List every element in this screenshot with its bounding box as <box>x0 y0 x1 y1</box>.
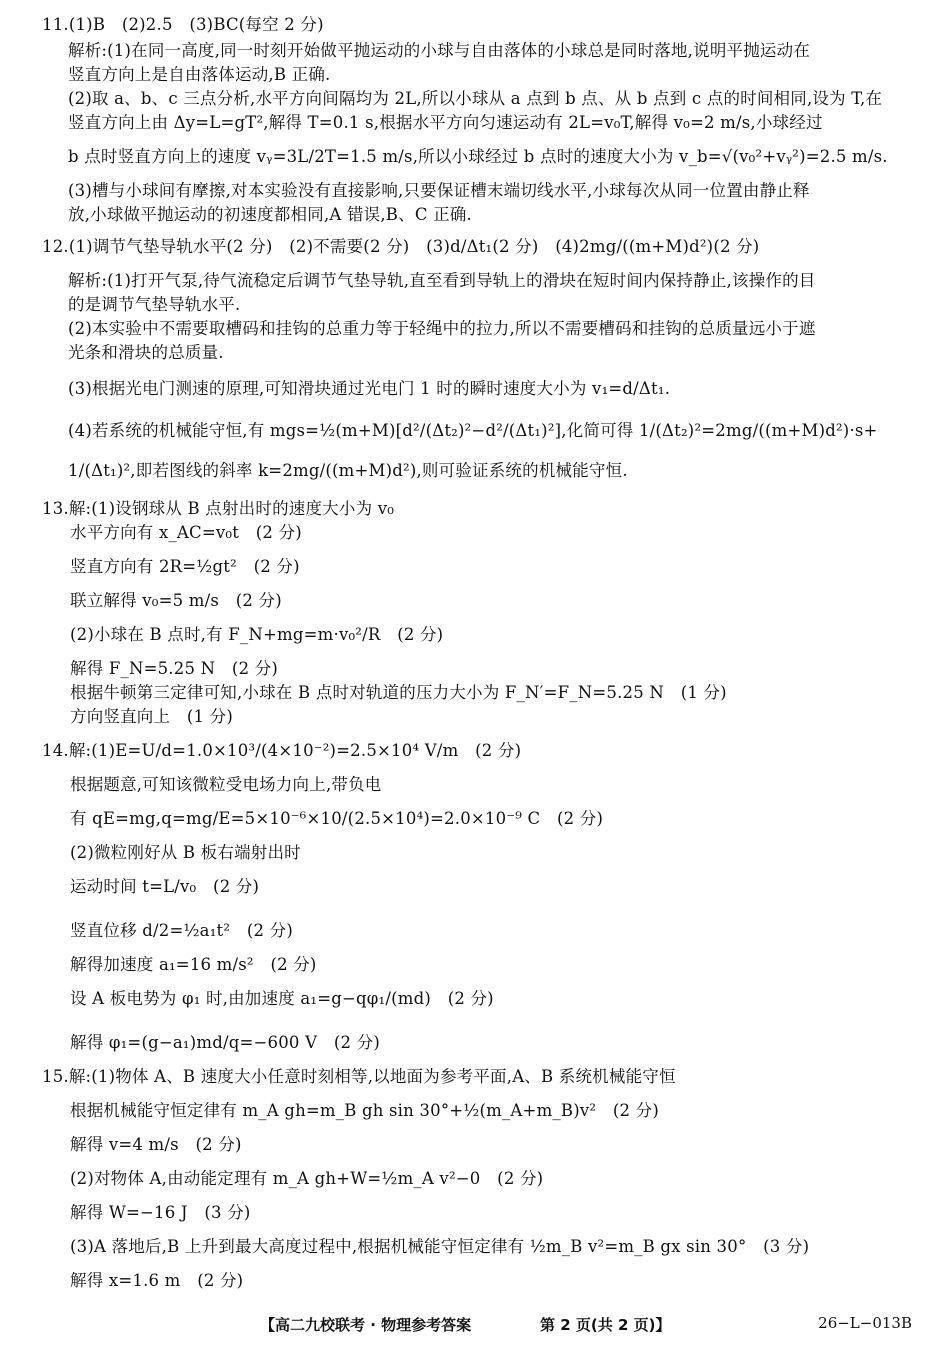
q15-step-1: 根据机械能守恒定律有 m_A gh=m_B gh sin 30°+½(m_A+m_B)v² (2 分) <box>70 1101 659 1120</box>
q15-step-4: 解得 W=−16 J (3 分) <box>70 1203 251 1222</box>
q13-step-6: 根据牛顿第三定律可知,小球在 B 点时对轨道的压力大小为 F_N′=F_N=5.25 N (1 分) <box>70 683 727 702</box>
footer-title: 【高二九校联考 · 物理参考答案 <box>260 1316 472 1334</box>
q15-step-5: (3)A 落地后,B 上升到最大高度过程中,根据机械能守恒定律有 ½m_B v²=m_B gx sin 30° (3 分) <box>70 1237 810 1256</box>
q14-step-4: 运动时间 t=L/v₀ (2 分) <box>70 877 260 896</box>
q14-step-5: 竖直位移 d/2=½a₁t² (2 分) <box>70 921 293 940</box>
q11-answer-line: 11.(1)B (2)2.5 (3)BC(每空 2 分) <box>42 15 324 34</box>
q13-step-7: 方向竖直向上 (1 分) <box>70 707 234 726</box>
q12-analysis-line-3: (2)本实验中不需要取槽码和挂钩的总重力等于轻绳中的拉力,所以不需要槽码和挂钩的总质量远小于遮 <box>68 319 816 338</box>
q12-analysis-line-6: (4)若系统的机械能守恒,有 mgs=½(m+M)[d²/(Δt₂)²−d²/(Δt₁)²],化简可得 1/(Δt₂)²=2mg/((m+M)d²)·s+ <box>68 421 878 440</box>
q13-step-3: 联立解得 v₀=5 m/s (2 分) <box>70 591 282 610</box>
q11-analysis-line-7: 放,小球做平抛运动的初速度都相同,A 错误,B、C 正确. <box>68 205 472 224</box>
q12-analysis-line-1: 解析:(1)打开气泵,待气流稳定后调节气垫导轨,直至看到导轨上的滑块在短时间内保持静止,该操作的目 <box>68 271 816 290</box>
q12-answer-line: 12.(1)调节气垫导轨水平(2 分) (2)不需要(2 分) (3)d/Δt₁(2 分) (4)2mg/((m+M)d²)(2 分) <box>42 237 760 256</box>
q11-analysis-line-6: (3)槽与小球间有摩擦,对本实验没有直接影响,只要保证槽末端切线水平,小球每次从同一位置由静止释 <box>68 181 810 200</box>
q14-step-2: 有 qE=mg,q=mg/E=5×10⁻⁶×10/(2.5×10⁴)=2.0×10⁻⁹ C (2 分) <box>70 809 604 828</box>
footer-page-number: 第 2 页(共 2 页)】 <box>540 1316 671 1334</box>
page-footer <box>0 1314 950 1338</box>
q11-analysis-line-1: 解析:(1)在同一高度,同一时刻开始做平抛运动的小球与自由落体的小球总是同时落地,说明平抛运动在 <box>68 41 811 60</box>
q15-step-6: 解得 x=1.6 m (2 分) <box>70 1271 244 1290</box>
q13-heading-line: 13.解:(1)设钢球从 B 点射出时的速度大小为 v₀ <box>42 499 395 518</box>
q13-step-1: 水平方向有 x_AC=v₀t (2 分) <box>70 523 302 542</box>
q14-step-3: (2)微粒刚好从 B 板右端射出时 <box>70 843 301 862</box>
q15-step-2: 解得 v=4 m/s (2 分) <box>70 1135 242 1154</box>
footer-doc-code: 26−L−013B <box>818 1314 912 1332</box>
q15-heading-line: 15.解:(1)物体 A、B 速度大小任意时刻相等,以地面为参考平面,A、B 系统机械能守恒 <box>42 1067 676 1086</box>
q15-step-3: (2)对物体 A,由动能定理有 m_A gh+W=½m_A v²−0 (2 分) <box>70 1169 544 1188</box>
q13-step-2: 竖直方向有 2R=½gt² (2 分) <box>70 557 300 576</box>
q11-analysis-line-3: (2)取 a、b、c 三点分析,水平方向间隔均为 2L,所以小球从 a 点到 b 点、从 b 点到 c 点的时间相同,设为 T,在 <box>68 89 883 108</box>
q11-analysis-line-2: 竖直方向上是自由落体运动,B 正确. <box>68 65 331 84</box>
q14-step-8: 解得 φ₁=(g−a₁)md/q=−600 V (2 分) <box>70 1033 381 1052</box>
q12-analysis-line-5: (3)根据光电门测速的原理,可知滑块通过光电门 1 时的瞬时速度大小为 v₁=d/Δt₁. <box>68 379 671 398</box>
q11-analysis-line-4: 竖直方向上由 Δy=L=gT²,解得 T=0.1 s,根据水平方向匀速运动有 2L=v₀T,解得 v₀=2 m/s,小球经过 <box>68 113 823 132</box>
q14-heading-line: 14.解:(1)E=U/d=1.0×10³/(4×10⁻²)=2.5×10⁴ V/m (2 分) <box>42 741 522 760</box>
q12-analysis-line-7: 1/(Δt₁)²,即若图线的斜率 k=2mg/((m+M)d²),则可验证系统的机械能守恒. <box>68 461 628 480</box>
q12-analysis-line-4: 光条和滑块的总质量. <box>68 343 224 362</box>
q11-analysis-line-5: b 点时竖直方向上的速度 vᵧ=3L/2T=1.5 m/s,所以小球经过 b 点时的速度大小为 v_b=√(v₀²+vᵧ²)=2.5 m/s. <box>68 147 888 166</box>
q13-step-4: (2)小球在 B 点时,有 F_N+mg=m·v₀²/R (2 分) <box>70 625 444 644</box>
q14-step-7: 设 A 板电势为 φ₁ 时,由加速度 a₁=g−qφ₁/(md) (2 分) <box>70 989 494 1008</box>
q14-step-6: 解得加速度 a₁=16 m/s² (2 分) <box>70 955 317 974</box>
q14-step-1: 根据题意,可知该微粒受电场力向上,带负电 <box>70 775 382 794</box>
q12-analysis-line-2: 的是调节气垫导轨水平. <box>68 295 241 314</box>
q13-step-5: 解得 F_N=5.25 N (2 分) <box>70 659 279 678</box>
